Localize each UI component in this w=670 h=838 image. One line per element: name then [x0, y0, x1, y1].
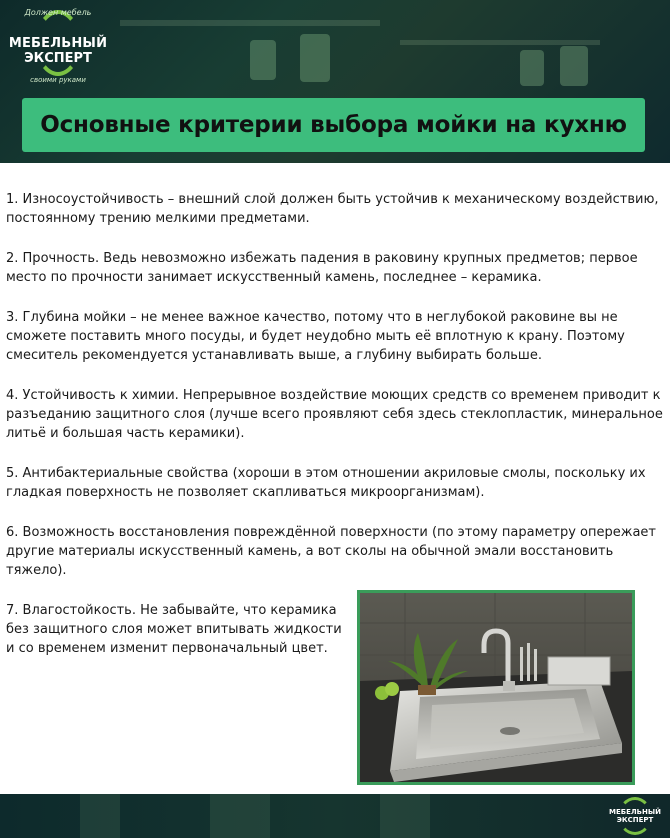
sink-photo	[357, 590, 635, 785]
logo-name-line1: МЕБЕЛЬНЫЙ	[8, 36, 108, 51]
criterion-item: 6. Возможность восстановления повреждённой поверхности (по этому параметру опережает другие материалы искусственный камень, а вот сколы на обычной эмали восстановить тяжело).	[6, 525, 656, 578]
criterion-item: 2. Прочность. Ведь невозможно избежать падения в раковину крупных предметов; первое место по прочности занимает искусственный камень, последнее – керамика.	[6, 251, 638, 285]
logo-name-line2: ЭКСПЕРТ	[24, 51, 92, 66]
brand-logo	[8, 6, 108, 86]
footer-logo	[606, 797, 664, 835]
footer-logo-line1: МЕБЕЛЬНЫЙ	[609, 808, 661, 816]
header-banner	[0, 0, 670, 163]
criterion-item: 4. Устойчивость к химии. Непрерывное воздействие моющих средств со временем приводит к разъеданию защитного слоя (лучше всего проявляют себя здесь стеклопластик, минеральное литьё и большая часть керамики).	[6, 388, 663, 441]
criterion-item: 1. Износоустойчивость – внешний слой должен быть устойчив к механическому воздействию, постоянному трению мелкими предметами.	[6, 192, 659, 226]
title-banner	[22, 98, 645, 152]
criterion-item: 7. Влагостойкость. Не забывайте, что керамика без защитного слоя может впитывать жидкости и со временем изменит первоначальный цвет.	[6, 603, 342, 656]
page-title: Основные критерии выбора мойки на кухню	[40, 112, 627, 138]
footer-logo-line2: ЭКСПЕРТ	[616, 816, 654, 824]
criterion-item: 3. Глубина мойки – не менее важное качество, потому что в неглубокой раковине вы не сможете поставить много посуды, и будет неудобно мыть её вплотную к крану. Поэтому смеситель рекомендуется устанавливать выше, а глубину выбирать больше.	[6, 310, 625, 363]
criterion-item: 5. Антибактериальные свойства (хороши в этом отношении акриловые смолы, поскольку их гладкая поверхность не позволяет скапливаться микроорганизмам).	[6, 466, 646, 500]
logo-tagline-top: Должен мебель	[24, 8, 92, 17]
footer-banner	[0, 794, 670, 838]
logo-tagline-bottom: своими руками	[30, 76, 86, 84]
